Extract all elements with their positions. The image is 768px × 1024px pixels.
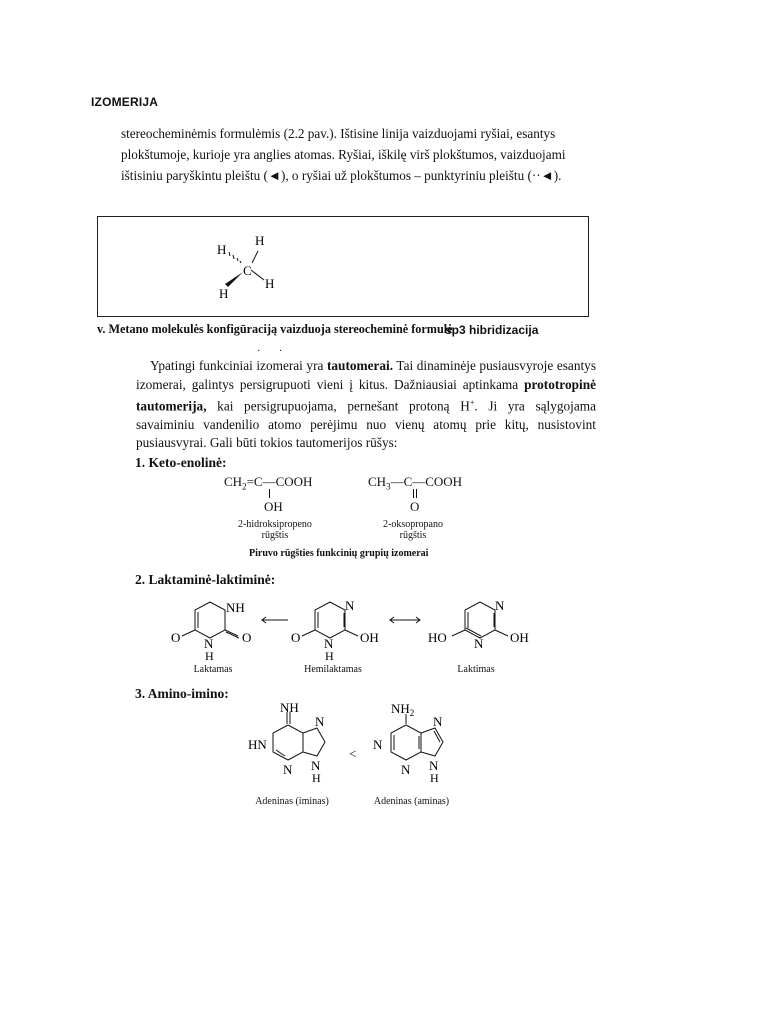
solid-wedge — [225, 272, 243, 287]
keto-o: O — [410, 499, 420, 514]
p2-t1b: tautomerai. — [326, 358, 394, 373]
keto-ch3-sub: 3 — [386, 481, 391, 492]
amine-six-ring — [391, 725, 421, 760]
imine-n-top: N — [315, 714, 325, 729]
p2-t4: . Ji yra sąlygojama savaiminiu vandenilio atomo perėjimu nuo vienų atomų prie kitų, nusistovint pusiausvyrai. Gali būti tokios tautomerijos rūšys: — [136, 398, 597, 451]
figure-caption: v. Metano molekulės konfigūraciją vaizduoja stereocheminė formulė — [97, 322, 453, 336]
lactim-name: Laktimas — [457, 664, 495, 675]
methane-figure-box — [97, 216, 589, 317]
p2-t2b: prototropinė tautomerija, — [136, 376, 596, 414]
imine-nh: NH — [280, 700, 299, 715]
amine-n9: N — [429, 758, 439, 773]
less-than-sign: < — [349, 746, 357, 761]
bond-c-htop — [252, 251, 258, 263]
lactim-oh: OH — [510, 630, 529, 645]
amine-nh2-sub: 2 — [409, 708, 415, 718]
intro-paragraph — [121, 123, 591, 186]
imine-n-bottom: N — [283, 762, 293, 777]
intro-line-3: ištisiniu paryškintu pleištu (◄), o ryšiai už plokštumos – punktyriniu pleištu (··◄). — [121, 168, 562, 183]
intro-line-1: stereocheminėmis formulėmis (2.2 pav.). Ištisine linija vaizduojami ryšiai, esantys — [121, 126, 556, 141]
section-amino-imino: 3. Amino-imino: — [135, 686, 229, 701]
sp3-note: sp3 hibridizacija — [445, 323, 539, 337]
enol-name — [220, 519, 330, 541]
page-heading: IZOMERIJA — [91, 95, 159, 109]
keto-ch3: CH — [368, 474, 387, 489]
amine-nh2-text: NH — [391, 701, 410, 716]
enol-name-2: rūgštis — [261, 530, 289, 541]
adenine-structures — [245, 700, 475, 790]
imine-n9: N — [311, 758, 321, 773]
lactim-ring — [465, 602, 495, 638]
keto-name — [368, 519, 458, 541]
methane-h-left: H — [217, 242, 227, 257]
methane-h-right: H — [265, 276, 275, 291]
amine-h: H — [430, 771, 439, 785]
imine-h: H — [312, 771, 321, 785]
methane-structure — [98, 217, 588, 316]
enol-rest: =C—COOH — [246, 474, 313, 489]
keto-o-bond-1 — [413, 489, 414, 498]
amine-n-top: N — [433, 714, 443, 729]
hemilactam-ring — [315, 602, 345, 638]
tautomer-paragraph — [136, 357, 596, 453]
intro-line-2: plokštumoje, kurioje yra anglies atomas. Ryšiai, iškilę virš plokštumos, vaizduojami — [121, 147, 566, 162]
keto-name-1: 2-oksopropano — [383, 519, 443, 530]
lactam-h: H — [205, 649, 214, 663]
imine-five-ring — [303, 728, 325, 756]
hemi-oh: OH — [360, 630, 379, 645]
hemilactam-name: Hemilaktamas — [304, 664, 362, 675]
methane-h-top: H — [255, 233, 265, 248]
amine-nh2 — [391, 701, 414, 718]
enol-oh: OH — [264, 499, 283, 514]
keto-rest: —C—COOH — [390, 474, 463, 489]
lactim-n2: N — [474, 636, 484, 651]
hemi-n2: N — [324, 636, 334, 651]
amine-n-bottom: N — [401, 762, 411, 777]
lactam-name: Laktamas — [193, 664, 233, 675]
section-lactam: 2. Laktaminė-laktiminė: — [135, 572, 276, 587]
keto-name-2: rūgštis — [399, 530, 427, 541]
enol-ch2-sub: 2 — [242, 481, 247, 492]
hemi-o: O — [291, 630, 301, 645]
adenine-amine-name: Adeninas (aminas) — [373, 796, 450, 807]
imine-six-ring — [273, 725, 303, 760]
lactim-ho: HO — [428, 630, 447, 645]
p2-t2: Tai dinaminėje pusiausvyroje esantys izomerai, galintys persigrupuoti vieni į kitus. Dažniausiai aptinkama — [136, 358, 596, 392]
enol-oh-bond — [269, 489, 270, 498]
methane-c: C — [243, 263, 252, 278]
p2-t3sup: + — [469, 398, 475, 407]
hashed-wedge — [229, 252, 241, 263]
lactam-nh: NH — [226, 600, 245, 615]
p2-t1: Ypatingi funkciniai izomerai yra — [150, 358, 327, 373]
dots: · · — [257, 346, 291, 357]
amine-n1: N — [373, 737, 383, 752]
lactam-o1: O — [171, 630, 181, 645]
enol-ch2: CH — [224, 474, 243, 489]
adenine-imine-name: Adeninas (iminas) — [255, 796, 329, 807]
keto-o-bond-2 — [416, 489, 417, 498]
hemi-n1: N — [345, 598, 355, 613]
imine-hn: HN — [248, 737, 267, 752]
lactam-n: N — [204, 636, 214, 651]
hemi-h: H — [325, 649, 334, 663]
enol-name-1: 2-hidroksipropeno — [238, 519, 312, 530]
lactam-o2: O — [242, 630, 252, 645]
p2-t3: kai persigrupuojama, pernešant protoną H — [206, 398, 470, 414]
section-keto-enol: 1. Keto-enolinė: — [135, 455, 227, 470]
keto-caption: Piruvo rūgšties funkcinių grupių izomerai — [249, 548, 429, 559]
lactim-n1: N — [495, 598, 505, 613]
lactam-ring — [195, 602, 225, 638]
methane-h-bottom: H — [219, 286, 229, 301]
bond-c-hright — [251, 270, 264, 280]
